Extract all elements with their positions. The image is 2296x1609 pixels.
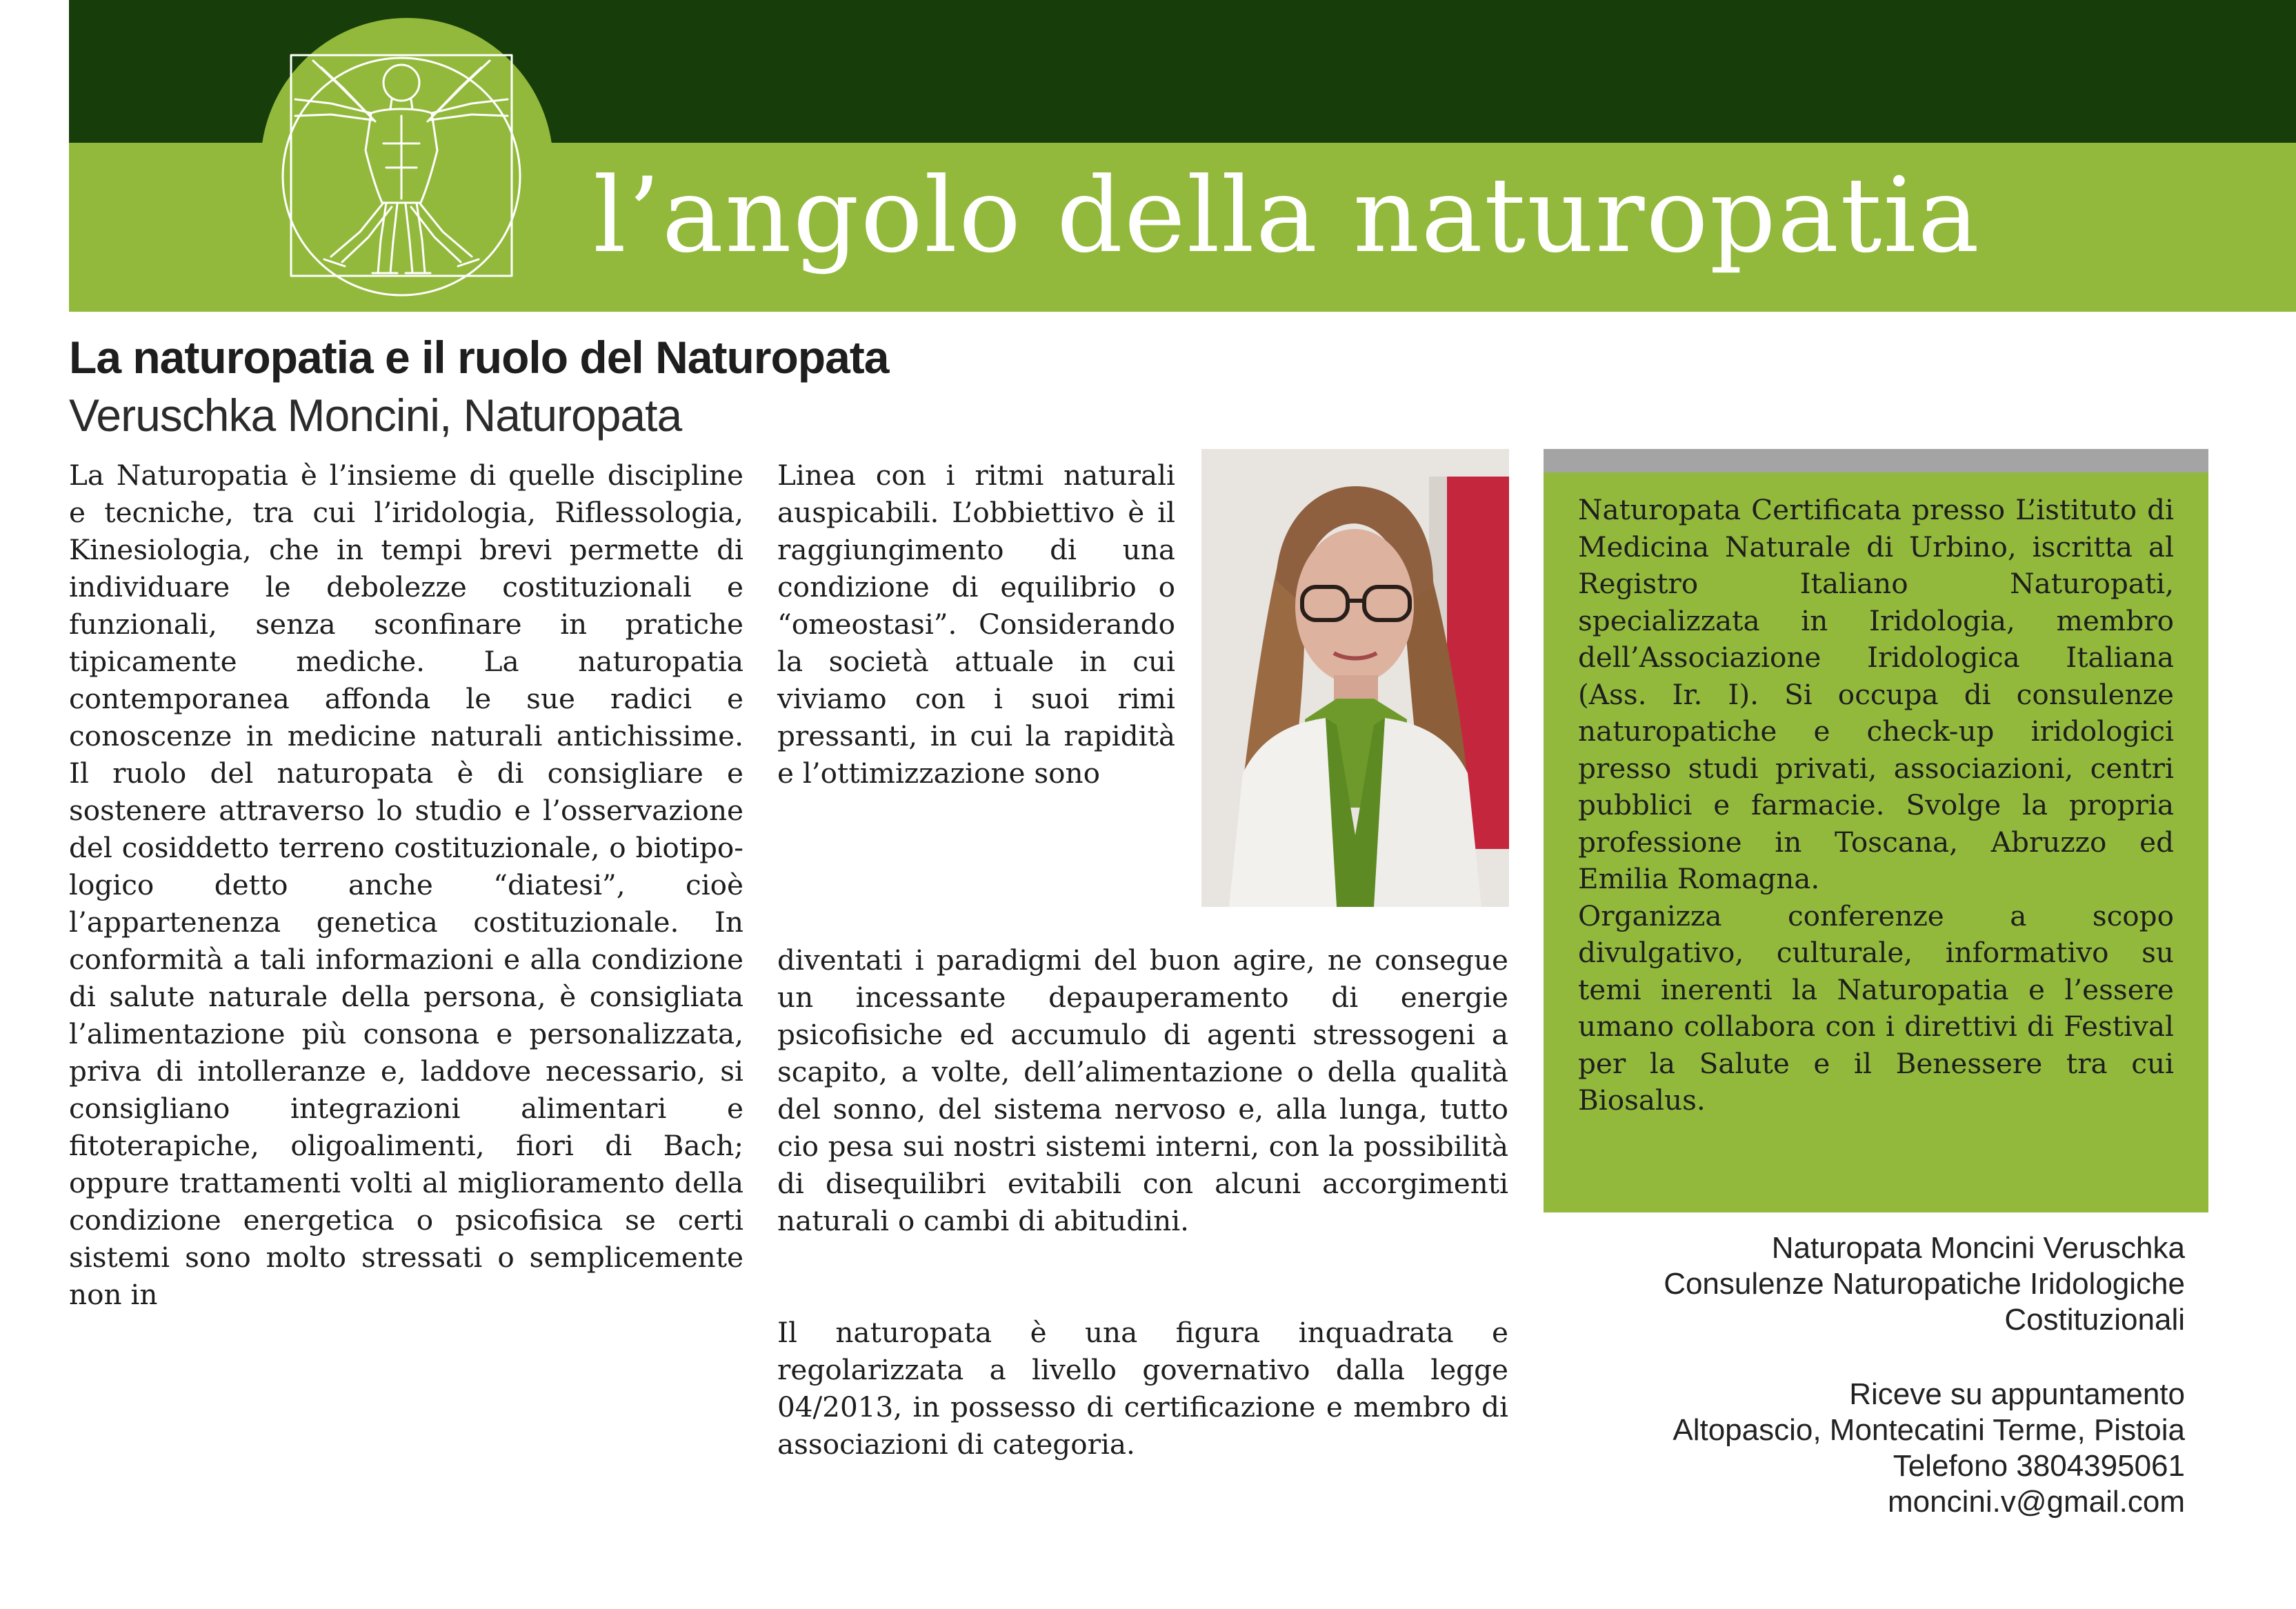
bio-text (1578, 492, 2174, 1119)
bio-paragraph-2: Organizza conferenze a scopo divulgativo, culturale, informativo su temi inerenti la Naturopatia e l’essere umano collabora con i direttivi di Festival per la Salute e il Benessere tra cui Biosalus. (1578, 899, 2174, 1117)
contact-name: Naturopata Moncini Veruschka (1771, 1231, 2185, 1265)
contact-email: moncini.v@gmail.com (1888, 1485, 2185, 1519)
contact-service-line-2: Costituzionali (2004, 1303, 2185, 1337)
contact-service-line-1: Consulenze Naturopatiche Iridologiche (1664, 1267, 2185, 1301)
bio-top-bar (1544, 449, 2208, 472)
bio-paragraph-1: Naturopata Certificata presso L’istituto di Medicina Naturale di Urbino, iscritta al Registro Italiano Naturopati, specializzata in Iridologia, membro dell’Associazione Iridologica Italiana (Ass. Ir. I). Si occupa di consulenze naturopatiche e check-up iridologici presso studi privati, associazioni, centri pubblici e farmacie. Svolge la propria professione in Toscana, Abruzzo ed Emilia Romagna. (1578, 493, 2174, 895)
article-column-2-bottom: diventati i paradigmi del buon agire, ne consegue un incessante depauperamento di energie psicofisiche ed accumulo di agenti stressogeni a scapito, a volte, dell’alimentazione o della qualità del sonno, del sistema nervoso e, alla lunga, tutto cio pesa sui nostri sistemi interni, con la possibilità di disequilibri evitabili con alcuni accorgimenti naturali o cambi di abitudini. (777, 943, 1508, 1237)
article-author: Veruschka Moncini, Naturopata (69, 390, 682, 441)
article-column-2-closing: Il naturopata è una figura inquadrata e regolarizzata a livello governativo dalla legge 04/2013, in possesso di certificazione e membro di associazioni di categoria. (777, 1316, 1508, 1461)
author-photo (1201, 449, 1509, 907)
contact-locations: Altopascio, Montecatini Terme, Pistoia (1673, 1413, 2185, 1447)
article-title: La naturopatia e il ruolo del Naturopata (69, 332, 889, 383)
article-column-1: La Naturopatia è l’insieme di quelle discipline e tecniche, tra cui l’iridologia, Riflessologia, Kinesiologia, che in tempi brevi permette di individuare le debolezze costituzionali e funzionali, senza sconfinare in pratiche tipicamente mediche. La naturopatia contemporanea affonda le sue radici e conoscenze in medicine naturali antichissime. Il ruolo del naturopata è di consigliare e sostenere attraverso lo studio e l’osservazione del cosiddetto terreno costituzionale, o biotipo-logico detto anche “diatesi”, cioè l’appartenenza genetica costituzionale. In conformità a tali informazioni e alla condizione di salute naturale della persona, è consigliata l’alimentazione più consona e personalizzata, priva di intolleranze e, laddove necessario, si consigliano integrazioni alimentari e fitoterapiche, oligoalimenti, fiori di Bach; oppure trattamenti volti al miglioramento della condizione energetica o psicofisica se certi sistemi sono molto stressati o semplicemente non in (69, 459, 743, 1311)
article-column-2-top: Linea con i ritmi naturali auspicabili. L’obbiettivo è il raggiungimento di una condizione di equilibrio o “omeostasi”. Considerando la società attuale in cui viviamo con i suoi rimi pressanti, in cui la rapidità e l’ottimizzazione sono (777, 459, 1175, 790)
contact-appointments: Riceve su appuntamento (1849, 1377, 2185, 1411)
vitruvian-man-icon (255, 12, 559, 316)
contact-phone: Telefono 3804395061 (1893, 1449, 2185, 1483)
section-title: l’angolo della naturopatia (593, 156, 1981, 276)
